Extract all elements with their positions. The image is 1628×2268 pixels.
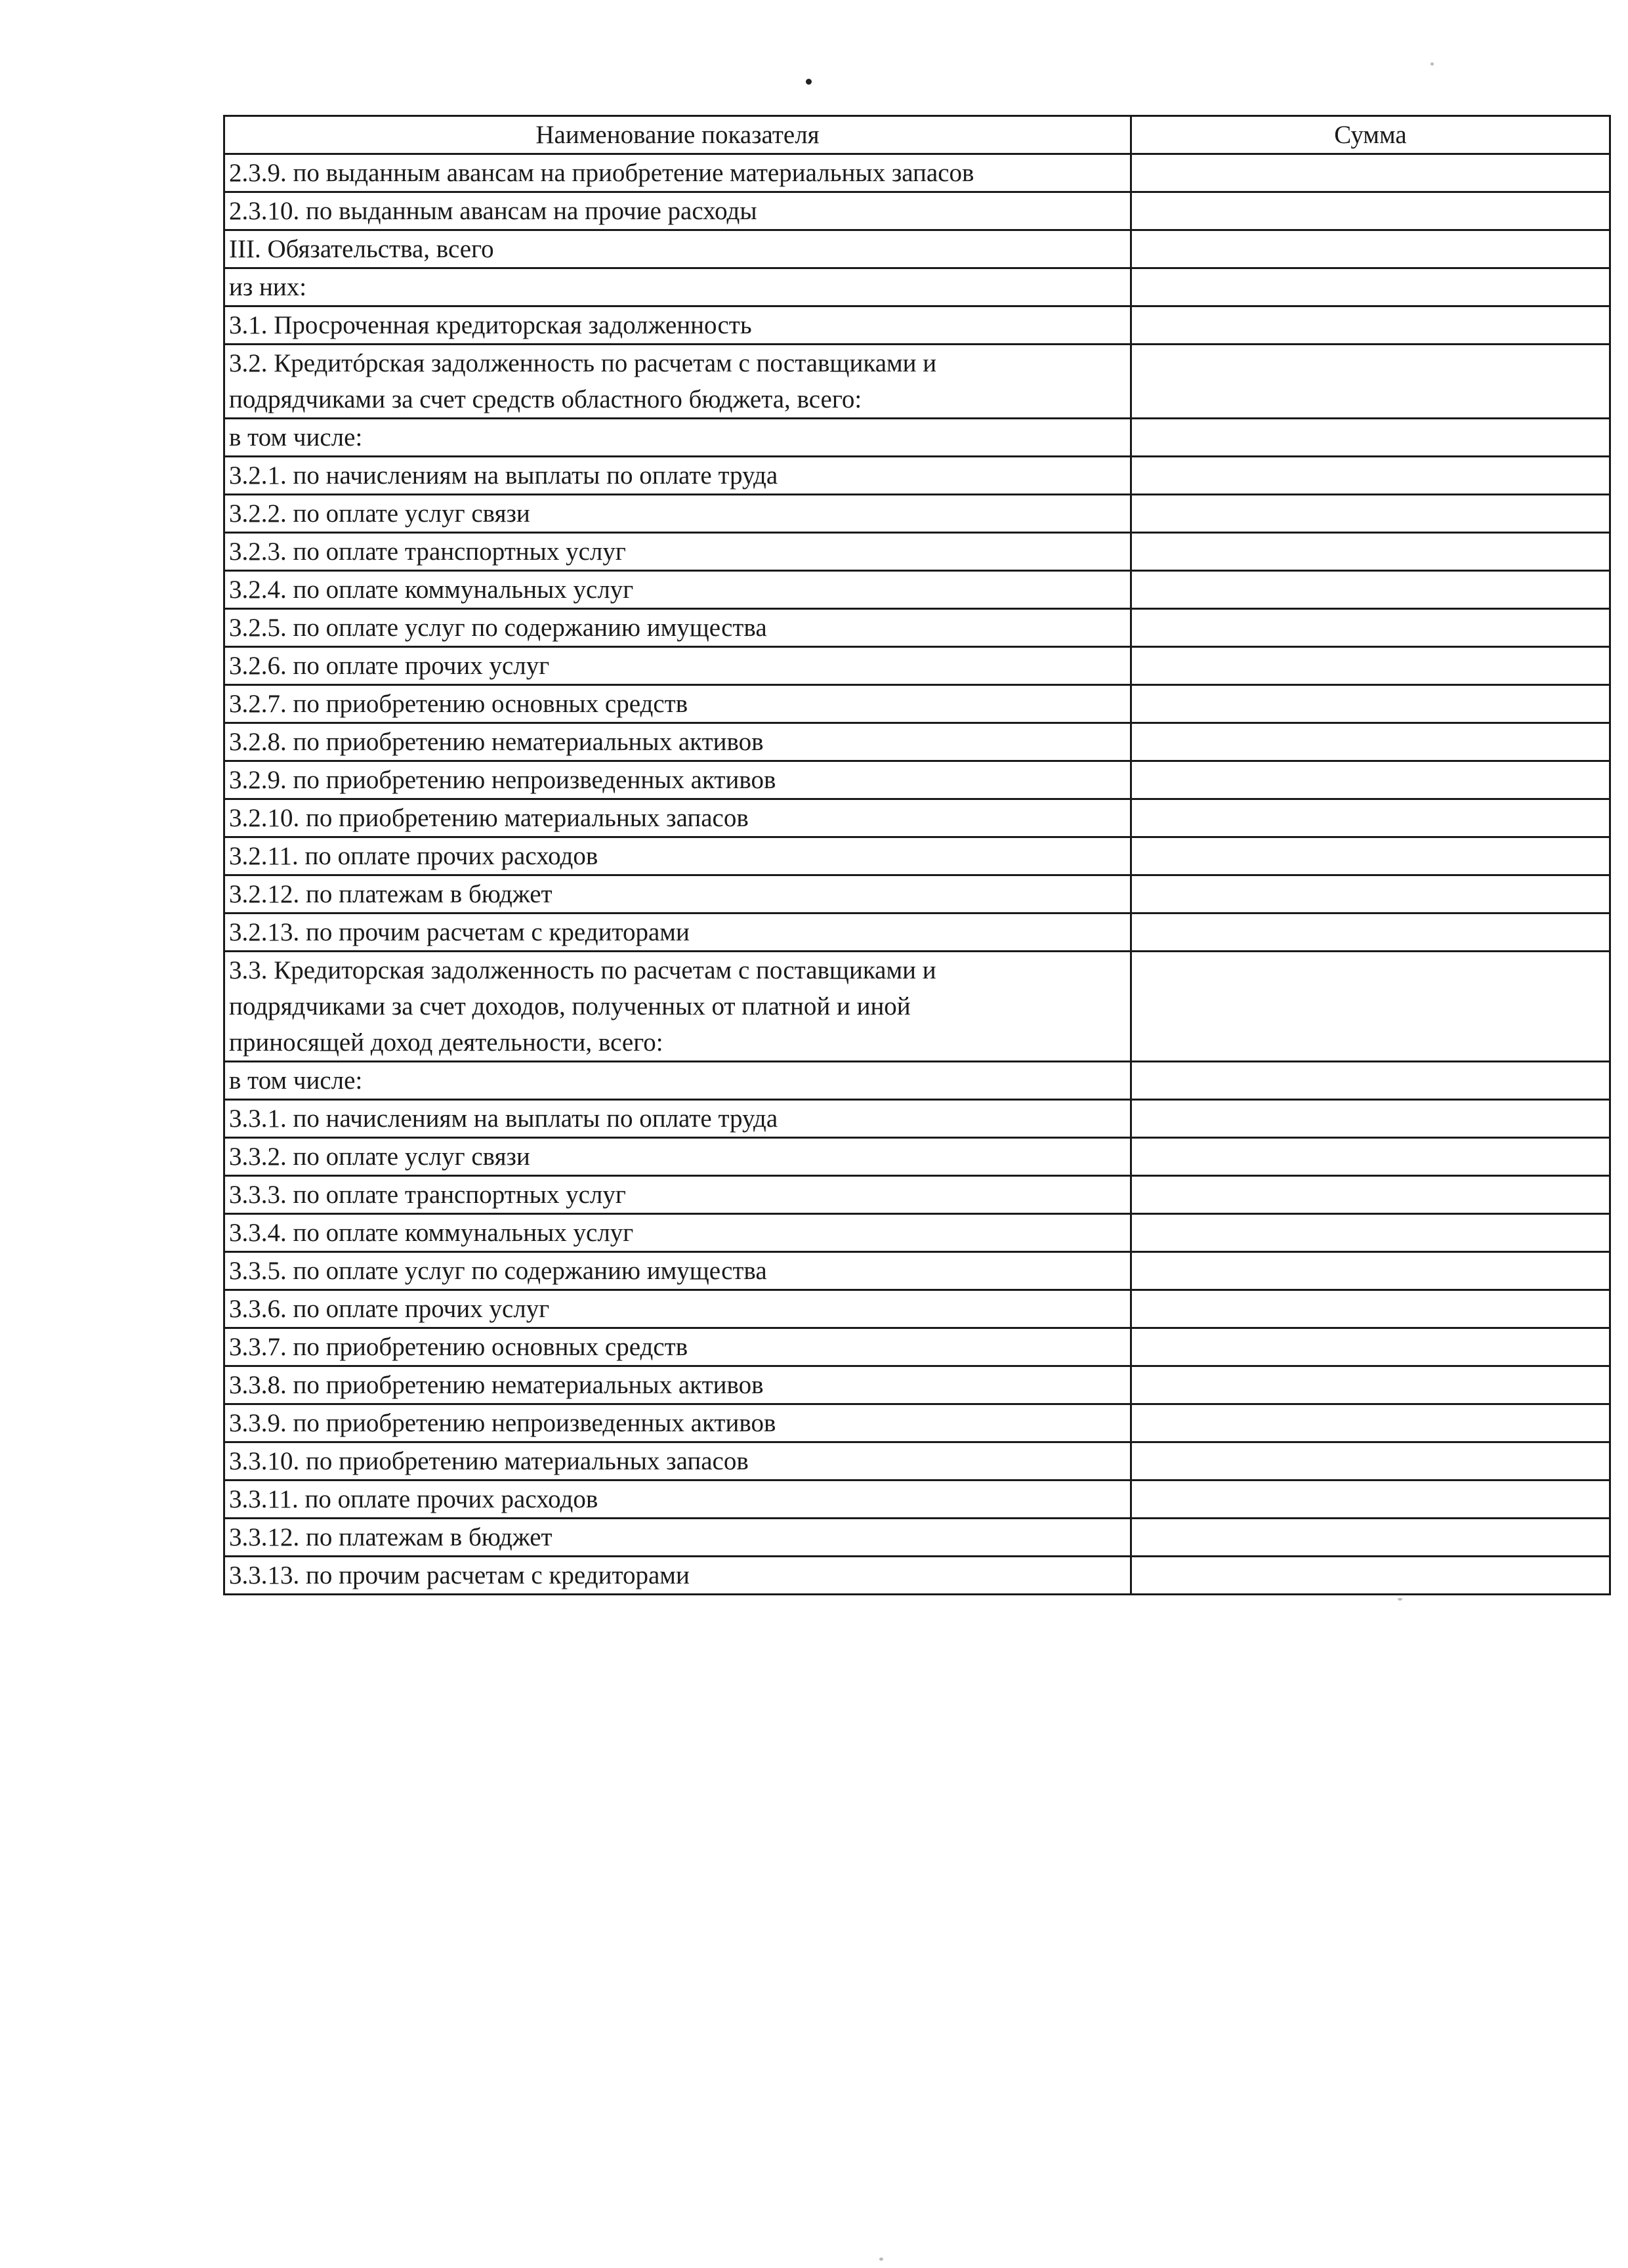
table-row — [224, 837, 1610, 875]
table-row — [224, 345, 1610, 419]
indicator-label: 2.3.10. по выданным авансам на прочие расходы — [224, 192, 1131, 230]
table-row — [224, 1062, 1610, 1100]
table-row — [224, 457, 1610, 495]
indicator-label: 3.2.2. по оплате услуг связи — [224, 495, 1131, 533]
indicator-label: из них: — [224, 268, 1131, 306]
indicator-label: 3.2.4. по оплате коммунальных услуг — [224, 571, 1131, 609]
table-row — [224, 1404, 1610, 1442]
sum-cell — [1131, 799, 1610, 837]
indicator-label: 3.3.7. по приобретению основных средств — [224, 1328, 1131, 1366]
scan-speck — [1398, 1598, 1402, 1601]
table-row — [224, 1557, 1610, 1595]
sum-cell — [1131, 457, 1610, 495]
table-row — [224, 1176, 1610, 1214]
indicator-label: 3.3.3. по оплате транспортных услуг — [224, 1176, 1131, 1214]
indicator-label: 2.3.9. по выданным авансам на приобретение материальных запасов — [224, 154, 1131, 192]
sum-cell — [1131, 914, 1610, 952]
sum-cell — [1131, 1214, 1610, 1252]
table-row — [224, 230, 1610, 268]
indicator-label: 3.2.3. по оплате транспортных услуг — [224, 533, 1131, 571]
sum-cell — [1131, 571, 1610, 609]
table-row — [224, 609, 1610, 647]
sum-cell — [1131, 306, 1610, 345]
indicator-label: 3.2.8. по приобретению нематериальных активов — [224, 723, 1131, 761]
table-header-row — [224, 116, 1610, 154]
indicator-label: в том числе: — [224, 1062, 1131, 1100]
sum-cell — [1131, 192, 1610, 230]
table-row — [224, 952, 1610, 1062]
sum-cell — [1131, 495, 1610, 533]
table-row — [224, 1519, 1610, 1557]
sum-cell — [1131, 268, 1610, 306]
sum-cell — [1131, 685, 1610, 723]
indicator-label: 3.3.4. по оплате коммунальных услуг — [224, 1214, 1131, 1252]
sum-cell — [1131, 723, 1610, 761]
scan-speck — [879, 2258, 883, 2261]
table-row — [224, 192, 1610, 230]
indicator-label: 3.2.5. по оплате услуг по содержанию имущества — [224, 609, 1131, 647]
indicator-label: 3.3.2. по оплате услуг связи — [224, 1138, 1131, 1176]
indicator-label: 3.2.9. по приобретению непроизведенных активов — [224, 761, 1131, 799]
sum-cell — [1131, 1404, 1610, 1442]
indicator-label: 3.3.9. по приобретению непроизведенных активов — [224, 1404, 1131, 1442]
sum-cell — [1131, 761, 1610, 799]
indicator-label: 3.1. Просроченная кредиторская задолженность — [224, 306, 1131, 345]
sum-cell — [1131, 952, 1610, 1062]
indicator-label: 3.2.13. по прочим расчетам с кредиторами — [224, 914, 1131, 952]
indicator-label: 3.3. Кредиторская задолженность по расчетам с поставщиками и подрядчиками за счет доходов, полученных от платной и иной приносящей доход деятельности, всего: — [224, 952, 1131, 1062]
sum-cell — [1131, 419, 1610, 457]
sum-cell — [1131, 1062, 1610, 1100]
indicator-label: 3.3.5. по оплате услуг по содержанию имущества — [224, 1252, 1131, 1290]
indicator-label: 3.2.12. по платежам в бюджет — [224, 875, 1131, 914]
table-row — [224, 1214, 1610, 1252]
table-row — [224, 571, 1610, 609]
sum-cell — [1131, 345, 1610, 419]
sum-cell — [1131, 1252, 1610, 1290]
table-row — [224, 1138, 1610, 1176]
sum-cell — [1131, 1290, 1610, 1328]
indicator-label: 3.3.1. по начислениям на выплаты по оплате труда — [224, 1100, 1131, 1138]
table-row — [224, 799, 1610, 837]
table-row — [224, 685, 1610, 723]
table-body — [224, 154, 1610, 1595]
table-row — [224, 268, 1610, 306]
indicator-label: 3.2.10. по приобретению материальных запасов — [224, 799, 1131, 837]
table-row — [224, 914, 1610, 952]
table-row — [224, 761, 1610, 799]
table-row — [224, 419, 1610, 457]
table-row — [224, 154, 1610, 192]
indicator-label: 3.2.7. по приобретению основных средств — [224, 685, 1131, 723]
indicators-table — [223, 115, 1611, 1595]
sum-cell — [1131, 1328, 1610, 1366]
table-row — [224, 306, 1610, 345]
header-indicator-name: Наименование показателя — [224, 116, 1131, 154]
table-row — [224, 1366, 1610, 1404]
indicator-label: 3.2.11. по оплате прочих расходов — [224, 837, 1131, 875]
table-row — [224, 1328, 1610, 1366]
indicator-label: 3.2.1. по начислениям на выплаты по оплате труда — [224, 457, 1131, 495]
scan-speck — [1430, 62, 1434, 66]
indicator-label: 3.3.6. по оплате прочих услуг — [224, 1290, 1131, 1328]
sum-cell — [1131, 1138, 1610, 1176]
scan-mark — [806, 79, 812, 85]
indicator-label: 3.3.13. по прочим расчетам с кредиторами — [224, 1557, 1131, 1595]
header-sum: Сумма — [1131, 116, 1610, 154]
indicator-label: 3.3.11. по оплате прочих расходов — [224, 1480, 1131, 1519]
table-row — [224, 533, 1610, 571]
sum-cell — [1131, 1519, 1610, 1557]
table-row — [224, 647, 1610, 685]
indicator-label: 3.3.10. по приобретению материальных запасов — [224, 1442, 1131, 1480]
indicator-label: 3.3.12. по платежам в бюджет — [224, 1519, 1131, 1557]
sum-cell — [1131, 533, 1610, 571]
table-row — [224, 1100, 1610, 1138]
sum-cell — [1131, 647, 1610, 685]
sum-cell — [1131, 1442, 1610, 1480]
sum-cell — [1131, 837, 1610, 875]
table-row — [224, 1442, 1610, 1480]
sum-cell — [1131, 1100, 1610, 1138]
sum-cell — [1131, 1557, 1610, 1595]
sum-cell — [1131, 875, 1610, 914]
sum-cell — [1131, 609, 1610, 647]
indicator-label: 3.3.8. по приобретению нематериальных активов — [224, 1366, 1131, 1404]
sum-cell — [1131, 154, 1610, 192]
sum-cell — [1131, 1366, 1610, 1404]
indicator-label: III. Обязательства, всего — [224, 230, 1131, 268]
indicator-label: 3.2. Кредитóрская задолженность по расчетам с поставщиками и подрядчиками за счет средств областного бюджета, всего: — [224, 345, 1131, 419]
table-row — [224, 1480, 1610, 1519]
table-row — [224, 875, 1610, 914]
table-row — [224, 495, 1610, 533]
sum-cell — [1131, 1480, 1610, 1519]
sum-cell — [1131, 230, 1610, 268]
table-row — [224, 1290, 1610, 1328]
table-row — [224, 1252, 1610, 1290]
table-row — [224, 723, 1610, 761]
indicator-label: 3.2.6. по оплате прочих услуг — [224, 647, 1131, 685]
sum-cell — [1131, 1176, 1610, 1214]
indicator-label: в том числе: — [224, 419, 1131, 457]
